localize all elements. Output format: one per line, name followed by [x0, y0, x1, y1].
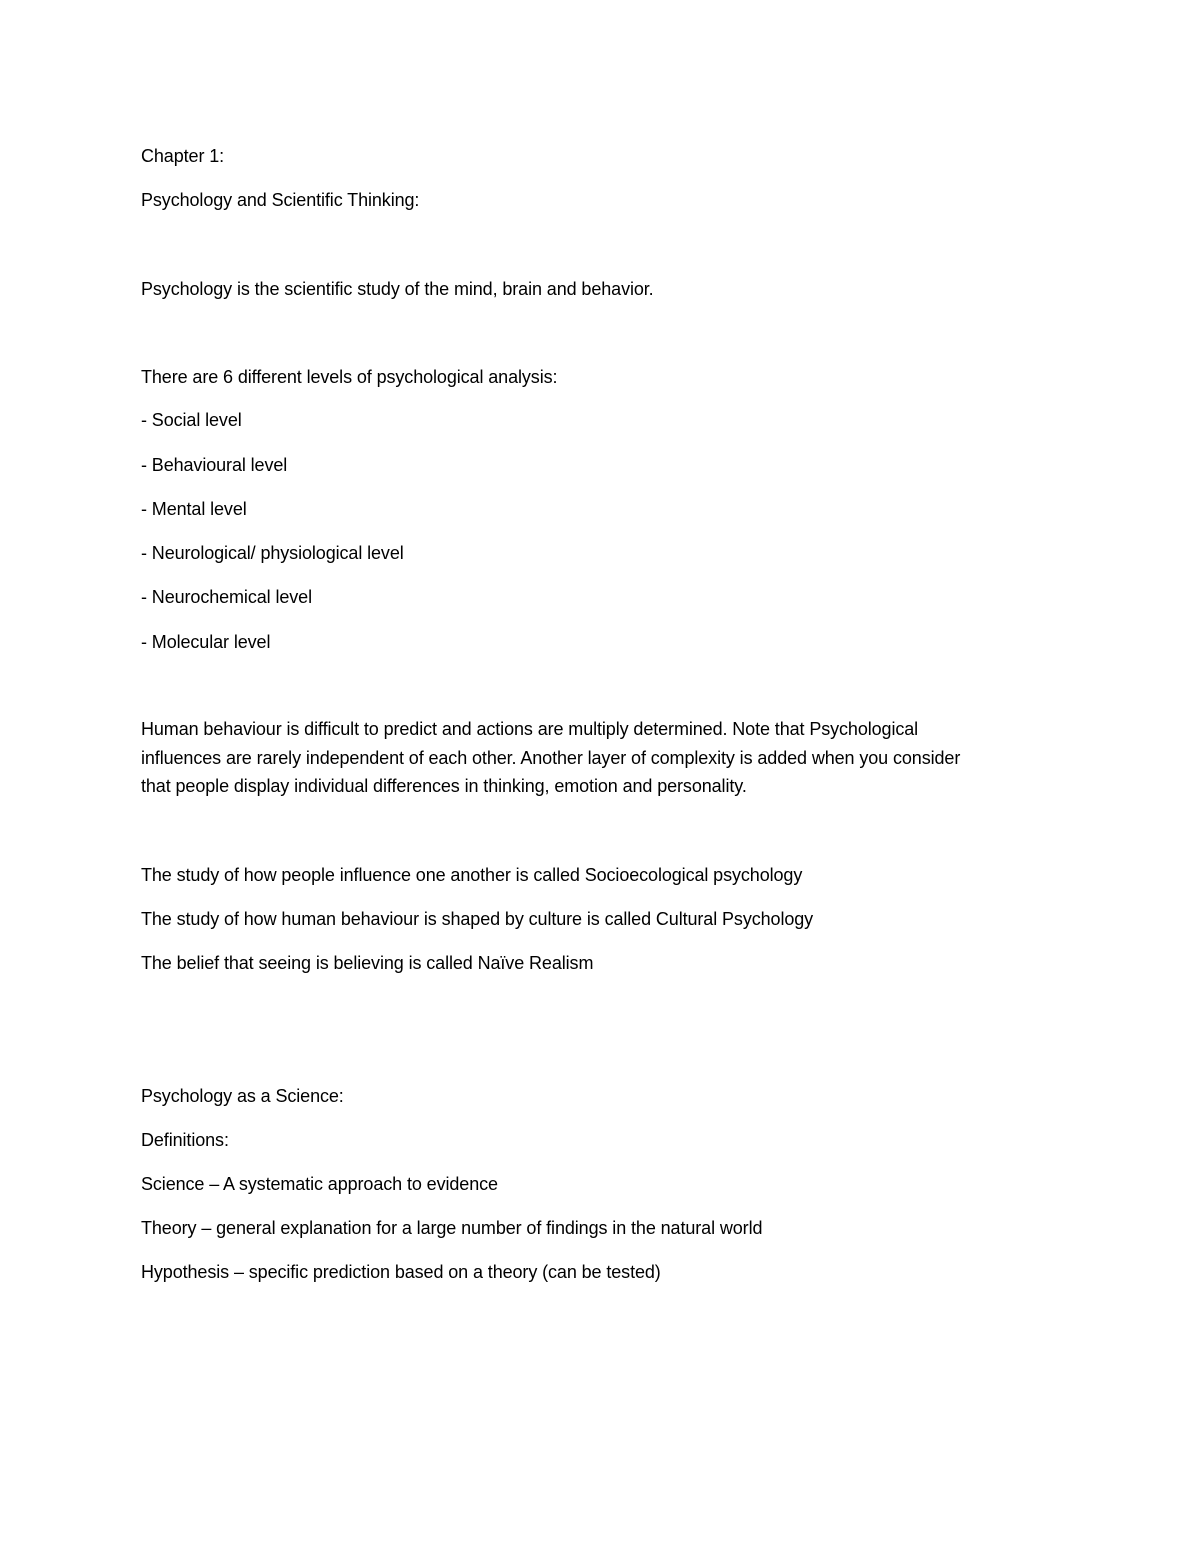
list-item: - Neurological/ physiological level — [141, 543, 404, 563]
definition-line: Hypothesis – specific prediction based on a theory (can be tested) — [141, 1262, 661, 1282]
fact-line: The study of how people influence one another is called Socioecological psychology — [141, 865, 803, 885]
fact-line: The belief that seeing is believing is called Naïve Realism — [141, 953, 594, 973]
list-item: - Mental level — [141, 499, 247, 519]
list-item: - Molecular level — [141, 632, 271, 652]
section-title: Psychology and Scientific Thinking: — [141, 190, 420, 210]
list-item: - Social level — [141, 410, 242, 430]
paragraph-line: influences are rarely independent of each other. Another layer of complexity is added when you consider — [141, 747, 961, 768]
paragraph-line: Human behaviour is difficult to predict and actions are multiply determined. Note that Psychological — [141, 719, 919, 739]
science-section-title: Psychology as a Science: — [141, 1086, 344, 1106]
list-item: - Neurochemical level — [141, 587, 312, 607]
list-item: - Behavioural level — [141, 455, 288, 475]
definition-line: Theory – general explanation for a large number of findings in the natural world — [141, 1218, 763, 1238]
definitions-heading: Definitions: — [141, 1130, 229, 1150]
definition-line: Science – A systematic approach to evidence — [141, 1174, 498, 1194]
paragraph-line: that people display individual differences in thinking, emotion and personality. — [141, 776, 747, 796]
fact-line: The study of how human behaviour is shaped by culture is called Cultural Psychology — [141, 909, 814, 929]
complexity-paragraph — [141, 715, 1071, 801]
psychology-definition: Psychology is the scientific study of the mind, brain and behavior. — [141, 279, 654, 299]
levels-intro: There are 6 different levels of psychological analysis: — [141, 367, 558, 387]
chapter-heading: Chapter 1: — [141, 146, 225, 166]
